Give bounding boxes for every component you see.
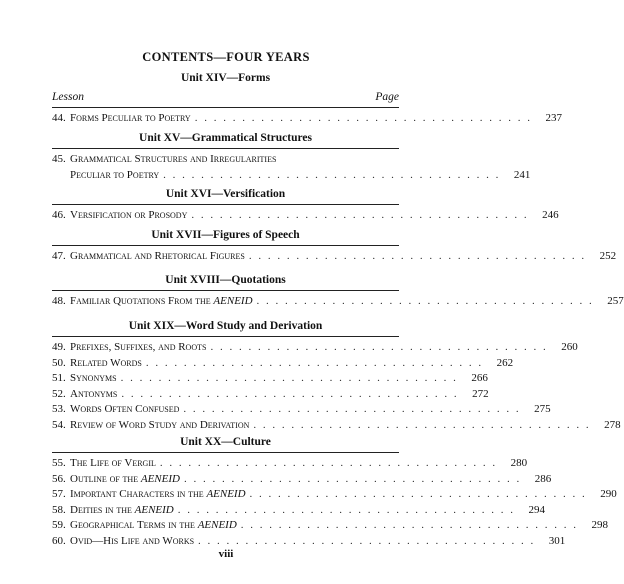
entry-page: 290: [600, 488, 617, 500]
unit-title: Unit XVI—Versification: [165, 188, 286, 200]
dot-leader: . . . . . . . . . . . . . . . . . . . . . . . . . . . . . . . . . . . .: [145, 356, 484, 369]
toc-entry[interactable]: [52, 518, 609, 534]
entry-title: [70, 503, 174, 519]
entry-title: Synonyms: [70, 372, 117, 384]
toc-entry-continued[interactable]: [52, 168, 531, 184]
unit-section-xvi: [52, 188, 559, 224]
toc-entry[interactable]: [52, 418, 621, 434]
dot-leader: . . . . . . . . . . . . . . . . . . . . . . . . . . . . . . . . . . . .: [121, 387, 459, 400]
entry-title-italic: AENEID: [213, 295, 253, 307]
entry-number: 49.: [52, 341, 66, 353]
entry-title: [70, 294, 253, 310]
toc-entry[interactable]: [52, 340, 578, 356]
toc-entry[interactable]: [52, 249, 617, 265]
entry-title: Grammatical and Rhetorical Figures: [70, 250, 245, 262]
toc-entry[interactable]: [52, 208, 559, 224]
entry-title-italic: AENEID: [197, 519, 237, 531]
toc-entry[interactable]: [52, 503, 545, 519]
entry-title: Related Words: [70, 356, 142, 369]
entry-title: [70, 518, 237, 534]
dot-leader: . . . . . . . . . . . . . . . . . . . . . . . . . . . . . . . . . . . .: [210, 341, 548, 353]
toc-entry[interactable]: [52, 456, 528, 472]
unit-section-xv: [52, 132, 531, 183]
toc-entry[interactable]: [52, 294, 624, 310]
section-rule: [52, 148, 399, 149]
entry-title-text: Geographical Terms in the: [70, 519, 195, 531]
dot-leader: . . . . . . . . . . . . . . . . . . . . . . . . . . . . . . . . . . . .: [249, 488, 587, 500]
toc-entry[interactable]: [52, 534, 566, 550]
unit-section-xiv: [52, 72, 562, 127]
entry-number: 51.: [52, 372, 66, 384]
entry-page: 280: [510, 457, 528, 469]
entry-number: 45.: [52, 153, 66, 165]
entry-number: 60.: [52, 534, 66, 547]
dot-leader: . . . . . . . . . . . . . . . . . . . . . . . . . . . . . . . . . . . .: [248, 250, 587, 262]
entry-number: 52.: [52, 387, 66, 400]
entry-number: 59.: [52, 519, 66, 531]
entry-page: 298: [591, 519, 609, 531]
dot-leader: . . . . . . . . . . . . . . . . . . . . . . . . . . . . . . . . . . . .: [198, 534, 536, 547]
entry-title-line2: Peculiar to Poetry: [70, 168, 160, 181]
unit-section-xviii: [52, 274, 624, 310]
entry-page: 266: [471, 372, 488, 384]
entry-title: The Life of Vergil: [70, 457, 156, 469]
section-rule: [52, 336, 399, 337]
entry-number: 54.: [52, 418, 66, 431]
entry-title-text: Outline of the: [70, 472, 139, 485]
dot-leader: . . . . . . . . . . . . . . . . . . . . . . . . . . . . . . . . . . . .: [159, 457, 498, 469]
entry-page: 241: [513, 168, 531, 181]
entry-page: 301: [548, 534, 566, 547]
entry-page: 257: [607, 295, 624, 307]
entry-number: 48.: [52, 295, 66, 307]
entry-page: 272: [472, 387, 489, 400]
toc-entry[interactable]: [52, 387, 489, 403]
dot-leader: . . . . . . . . . . . . . . . . . . . . . . . . . . . . . . . . . . . .: [194, 112, 532, 124]
entry-page: 262: [496, 356, 514, 369]
unit-title: Unit XX—Culture: [180, 436, 271, 448]
entry-page: 237: [545, 112, 562, 124]
dot-leader: . . . . . . . . . . . . . . . . . . . . . . . . . . . . . . . . . . . .: [163, 168, 501, 181]
entry-page: 294: [528, 503, 545, 516]
unit-title: Unit XVIII—Quotations: [165, 274, 286, 286]
entry-title-italic: AENEID: [134, 503, 174, 516]
entry-number: 47.: [52, 250, 66, 262]
unit-title: Unit XIX—Word Study and Derivation: [128, 320, 323, 332]
toc-entry[interactable]: [52, 402, 551, 418]
entry-page: 252: [599, 250, 617, 262]
entry-number: 46.: [52, 209, 66, 221]
entry-title-text: Familiar Quotations From the: [70, 295, 211, 307]
toc-entry[interactable]: [52, 152, 399, 168]
section-rule: [52, 204, 399, 205]
dot-leader: . . . . . . . . . . . . . . . . . . . . . . . . . . . . . . . . . . . .: [120, 372, 458, 384]
entry-number: 50.: [52, 356, 66, 369]
entry-title: Ovid—His Life and Works: [70, 534, 195, 547]
entry-title: Words Often Confused: [70, 403, 180, 415]
dot-leader: . . . . . . . . . . . . . . . . . . . . . . . . . . . . . . . . . . . .: [183, 403, 521, 415]
entry-page: 246: [542, 209, 559, 221]
page-number: viii: [218, 548, 234, 560]
dot-leader: . . . . . . . . . . . . . . . . . . . . . . . . . . . . . . . . . . . .: [256, 295, 594, 307]
entry-title: Versification or Prosody: [70, 209, 188, 221]
dot-leader: . . . . . . . . . . . . . . . . . . . . . . . . . . . . . . . . . . . .: [191, 209, 529, 221]
unit-section-xx: [52, 436, 617, 549]
dot-leader: . . . . . . . . . . . . . . . . . . . . . . . . . . . . . . . . . . . .: [183, 472, 522, 485]
entry-page: 278: [604, 418, 621, 431]
toc-entry[interactable]: [52, 487, 617, 503]
page-title: CONTENTS—FOUR YEARS: [142, 50, 310, 64]
section-rule: [52, 290, 399, 291]
unit-section-xix: [52, 320, 621, 433]
entry-number: 57.: [52, 488, 66, 500]
entry-title-italic: AENEID: [140, 472, 180, 485]
header-rule: [52, 107, 399, 108]
entry-title: Grammatical Structures and Irregularities: [70, 153, 277, 165]
entry-number: 53.: [52, 403, 66, 415]
toc-entry[interactable]: [52, 371, 488, 387]
entry-number: 44.: [52, 112, 66, 124]
entry-title: Forms Peculiar to Poetry: [70, 112, 191, 124]
toc-entry[interactable]: [52, 111, 562, 127]
entry-number: 56.: [52, 472, 66, 485]
unit-title: Unit XVII—Figures of Speech: [151, 229, 300, 241]
entry-title-italic: AENEID: [206, 488, 246, 500]
entry-title: Antonyms: [70, 387, 118, 400]
toc-entry[interactable]: [52, 472, 552, 488]
entry-title: [70, 487, 246, 503]
unit-title: Unit XV—Grammatical Structures: [139, 132, 312, 144]
entry-number: 58.: [52, 503, 66, 516]
entry-page: 275: [534, 403, 551, 415]
section-rule: [52, 452, 399, 453]
dot-leader: . . . . . . . . . . . . . . . . . . . . . . . . . . . . . . . . . . . .: [177, 503, 515, 516]
entry-title-text: Deities in the: [70, 503, 132, 516]
toc-entry[interactable]: [52, 356, 514, 372]
dot-leader: . . . . . . . . . . . . . . . . . . . . . . . . . . . . . . . . . . . .: [253, 418, 591, 431]
section-rule: [52, 245, 399, 246]
entry-title: Review of Word Study and Derivation: [70, 418, 250, 431]
entry-page: 286: [534, 472, 552, 485]
column-header: [52, 91, 399, 103]
unit-section-xvii: [52, 229, 617, 265]
dot-leader: . . . . . . . . . . . . . . . . . . . . . . . . . . . . . . . . . . . .: [240, 519, 579, 531]
lesson-header: Lesson: [52, 91, 84, 103]
entry-title: Prefixes, Suffixes, and Roots: [70, 341, 207, 353]
entry-title-text: Important Characters in the: [70, 488, 204, 500]
entry-page: 260: [561, 341, 578, 353]
entry-number: 55.: [52, 457, 66, 469]
page-header: Page: [375, 91, 399, 103]
entry-title: [70, 472, 180, 488]
unit-title: Unit XIV—Forms: [180, 72, 271, 84]
